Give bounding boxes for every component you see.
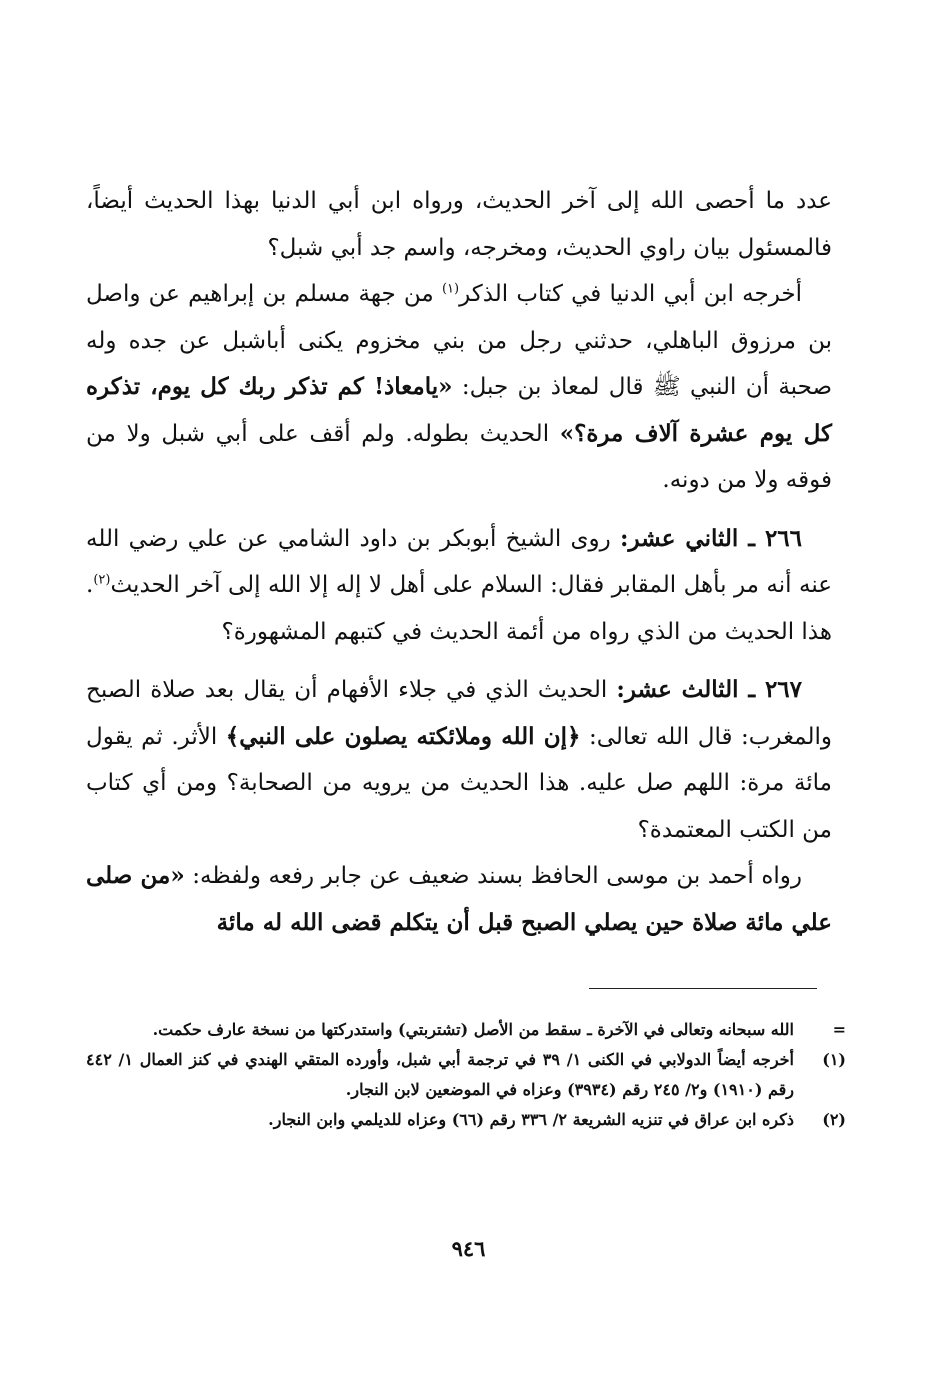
quran-quote: ﴿إن الله وملائكته يصلون على النبي﴾	[225, 722, 581, 750]
page-number: ٩٤٦	[451, 1236, 486, 1261]
footnote-marker: (١)	[822, 1050, 846, 1069]
hadith-quote-1: «يامعاذ! كم تذكر ربك كل يوم، تذكره كل يوم عشرة آلاف مرة؟»	[86, 373, 832, 447]
entry-266	[86, 516, 832, 656]
footnote-ref-1[interactable]: (١)	[441, 281, 460, 297]
footnote-marker: (٢)	[822, 1110, 846, 1129]
footnote-marker: =	[832, 1020, 846, 1039]
main-text	[86, 178, 832, 946]
footnote-text: أخرجه أيضاً الدولابي في الكنى ١/ ٣٩ في ترجمة أبي شبل، وأورده المتقي الهندي في كنز العمال ١/ ٤٤٢ رقم (١٩١٠) و٢/ ٢٤٥ رقم (٣٩٣٤) وعزاه في الموضعين لابن النجار.	[86, 1050, 794, 1099]
paragraph-2-text-c: الحديث بطوله. ولم أقف على أبي شبل ولا من فوقه ولا من دونه.	[86, 420, 832, 493]
footnote-separator	[589, 988, 817, 989]
footnote-continued	[86, 1015, 846, 1045]
paragraph-2-text-b: من جهة مسلم بن إبراهيم عن واصل بن مرزوق الباهلي، حدثني رجل من بني مخزوم يكنى أباشبل عن جده وله صحبة أن النبي ﷺ قال لمعاذ بن جبل:	[86, 281, 832, 400]
paragraph-1-text: عدد ما أحصى الله إلى آخر الحديث، ورواه ابن أبي الدنيا بهذا الحديث أيضاً، فالمسئول بيان راوي الحديث، ومخرجه، واسم جد أبي شبل؟	[86, 188, 832, 261]
footnote-text: ذكره ابن عراق في تنزيه الشريعة ٢/ ٣٣٦ رقم (٦٦) وعزاه للديلمي وابن النجار.	[268, 1110, 794, 1129]
paragraph-2	[86, 271, 832, 504]
footnote-ref-2[interactable]: (٢)	[93, 572, 111, 588]
paragraph-1	[86, 178, 832, 271]
entry-267-heading: ٢٦٧ ـ الثالث عشر:	[616, 676, 803, 703]
footnote-2	[86, 1105, 846, 1135]
footnotes	[86, 1015, 846, 1135]
entry-266-text-b: . هذا الحديث من الذي رواه من أئمة الحديث في كتبهم المشهورة؟	[86, 572, 832, 645]
paragraph-2-text-a: أخرجه ابن أبي الدنيا في كتاب الذكر	[459, 281, 802, 307]
entry-266-heading: ٢٦٦ ـ الثاني عشر:	[620, 524, 802, 552]
entry-267-text-b: الأثر. ثم يقول مائة مرة: اللهم صل عليه. هذا الحديث من يرويه من الصحابة؟ ومن أي كتاب من الكتب المعتمدة؟	[86, 723, 832, 843]
entry-267	[86, 667, 832, 853]
footnote-1	[86, 1045, 846, 1105]
entry-267-text-a: الحديث الذي في جلاء الأفهام أن يقال بعد صلاة الصبح والمغرب: قال الله تعالى:	[86, 677, 832, 750]
hadith-quote-2: «من صلى علي مائة صلاة حين يصلي الصبح قبل أن يتكلم قضى الله له مائة	[86, 862, 832, 936]
footnote-text: الله سبحانه وتعالى في الآخرة ـ سقط من الأصل (تشتربتي) واستدركتها من نسخة عارف حكمت.	[152, 1020, 794, 1039]
entry-266-text-a: روى الشيخ أبوبكر بن داود الشامي عن علي رضي الله عنه أنه مر بأهل المقابر فقال: السلام على أهل لا إله إلا الله إلى آخر الحديث	[86, 525, 833, 598]
paragraph-5	[86, 853, 832, 946]
paragraph-5-text: رواه أحمد بن موسى الحافظ بسند ضعيف عن جابر رفعه ولفظه:	[184, 863, 802, 889]
